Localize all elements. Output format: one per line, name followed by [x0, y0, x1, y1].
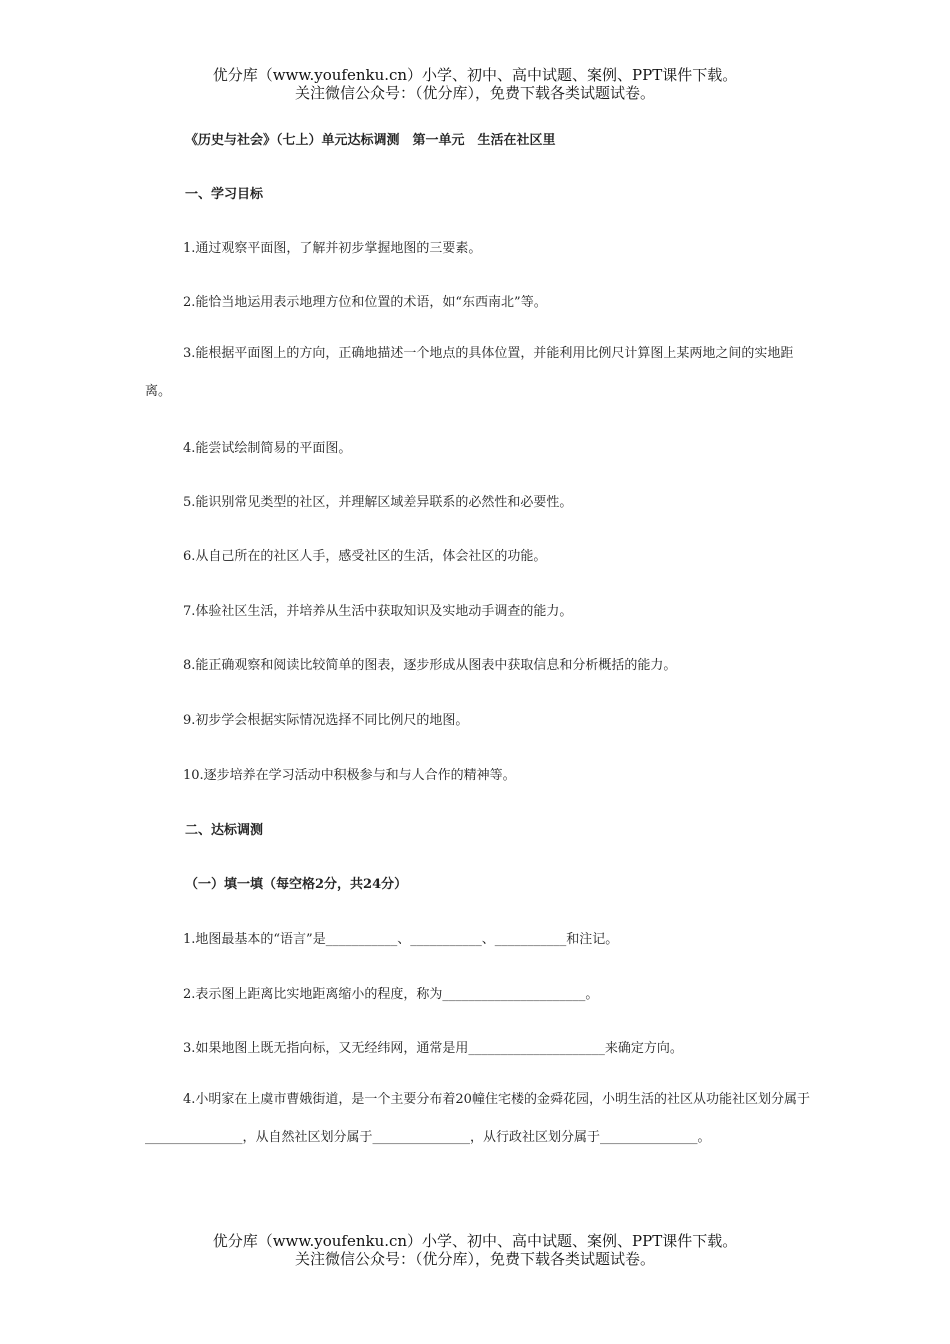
- sub-heading-fill-blank: （一）填一填（每空格2分，共24分）: [185, 877, 408, 892]
- section-heading-test: 二、达标调测: [185, 823, 264, 838]
- goal-item-5: 5.能识别常见类型的社区，并理解区域差异联系的必然性和必要性。: [183, 495, 573, 510]
- goal-item-1: 1.通过观察平面图，了解并初步掌握地图的三要素。: [183, 241, 482, 256]
- question-1: 1.地图最基本的“语言”是___________、___________、___________和注记。: [183, 932, 619, 947]
- header-line-2: 关注微信公众号：（优分库），免费下载各类试题试卷。: [294, 84, 655, 102]
- goal-item-2: 2.能恰当地运用表示地理方位和位置的术语，如“东西南北”等。: [183, 295, 547, 310]
- question-2: 2.表示图上距离比实地距离缩小的程度，称为______________________。: [183, 987, 599, 1002]
- goal-item-3: 3.能根据平面图上的方向，正确地描述一个地点的具体位置，并能利用比例尺计算图上某两地之间的实地距离。: [145, 346, 794, 399]
- goal-item-6: 6.从自己所在的社区人手，感受社区的生活，体会社区的功能。: [183, 549, 547, 564]
- footer-line-1: 优分库（www.youfenku.cn）小学、初中、高中试题、案例、PPT课件下载。: [212, 1232, 738, 1250]
- goal-item-7: 7.体验社区生活，并培养从生活中获取知识及实地动手调查的能力。: [183, 604, 573, 619]
- goal-item-10: 10.逐步培养在学习活动中积极参与和与人合作的精神等。: [183, 768, 516, 783]
- goal-item-8: 8.能正确观察和阅读比较简单的图表，逐步形成从图表中获取信息和分析概括的能力。: [183, 658, 677, 673]
- goal-item-4: 4.能尝试绘制简易的平面图。: [183, 441, 352, 456]
- section-heading-goals: 一、学习目标: [185, 187, 264, 202]
- question-4: 4.小明家在上虞市曹娥街道，是一个主要分布着20幢住宅楼的金舜花园，小明生活的社区从功能社区划分属于_______________，从自然社区划分属于_______________，从行政社区划分属于_______________。: [145, 1092, 810, 1145]
- page-header: [0, 66, 950, 102]
- document-title: 《历史与社会》（七上）单元达标调测 第一单元 生活在社区里: [185, 133, 556, 148]
- question-3: 3.如果地图上既无指向标，又无经纬网，通常是用_____________________来确定方向。: [183, 1041, 683, 1056]
- footer-line-2: 关注微信公众号：（优分库），免费下载各类试题试卷。: [294, 1250, 655, 1268]
- goal-item-9: 9.初步学会根据实际情况选择不同比例尺的地图。: [183, 713, 469, 728]
- header-line-1: 优分库（www.youfenku.cn）小学、初中、高中试题、案例、PPT课件下载。: [212, 66, 738, 84]
- page-footer: [0, 1232, 950, 1268]
